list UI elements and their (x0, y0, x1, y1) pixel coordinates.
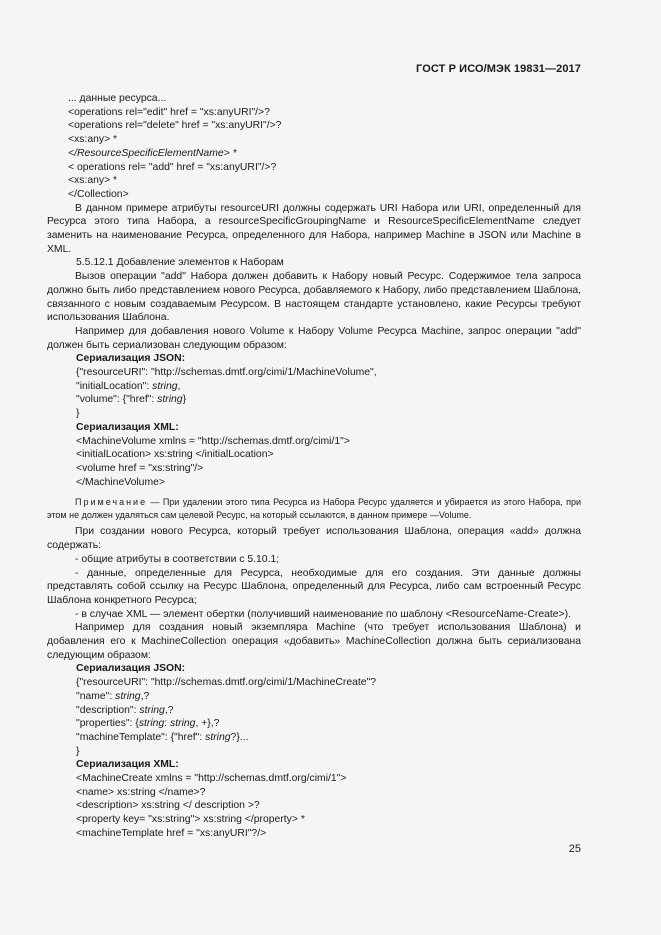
code-line: <initialLocation> xs:string </initialLocation> (76, 449, 274, 461)
code-key: "properties": { (76, 718, 139, 730)
code-line: <volume href = "xs:string"/> (76, 462, 204, 474)
code-type: string (115, 690, 141, 702)
list-item: - данные, определенные для Ресурса, необходимые для его создания. Эти данные должны представлять собой ссылку на Ресурс Шаблона, определенный для Ресурса, либо сам встроенный Ресурс Шаблона конкретного Ресурса; (47, 567, 581, 606)
xml-label: Сериализация XML: (76, 421, 179, 433)
list-item: - в случае XML — элемент обертки (получивший наименование по шаблону <ResourceName-Create>). (75, 608, 571, 620)
code-line: } (76, 745, 80, 757)
section-heading: 5.5.12.1 Добавление элементов к Наборам (76, 257, 284, 269)
code-line: {"resourceURI": "http://schemas.dmtf.org/cimi/1/MachineCreate"? (76, 677, 377, 689)
note (47, 496, 581, 521)
code-line: <property key= "xs:string"> xs:string </property> * (76, 814, 305, 826)
document-header: ГОСТ Р ИСО/МЭК 19831—2017 (416, 63, 581, 75)
code-line: <operations rel="delete" href = "xs:anyURI"/>? (68, 120, 282, 132)
code-line: <operations rel="edit" href = "xs:anyURI"/>? (68, 106, 270, 118)
paragraph: Например для добавления нового Volume к Набору Volume Ресурса Machine, запрос операции "add" должен быть сериализован следующим образом: (47, 325, 581, 351)
code-type: string (170, 718, 196, 730)
code-line: {"resourceURI": "http://schemas.dmtf.org/cimi/1/MachineVolume", (76, 367, 377, 379)
code-line: <name> xs:string </name>? (76, 786, 206, 798)
list-item: - общие атрибуты в соответствии с 5.10.1; (75, 553, 280, 565)
code-line: <xs:any> * (68, 134, 118, 146)
paragraph: Например для создания новый экземпляра Machine (что требует использования Шаблона) и добавления его к MachineCollection операция «добавить» MachineCollection должна быть сериализована следующим образом: (47, 622, 581, 661)
code-type: string (205, 731, 231, 743)
code-key: "initialLocation": (76, 380, 153, 392)
note-label: Примечание (75, 497, 148, 508)
code-line: < operations rel= "add" href = "xs:anyURI"/>? (68, 161, 277, 173)
page-content (47, 92, 581, 841)
code-key: "machineTemplate": {"href": (76, 731, 206, 743)
json-label: Сериализация JSON: (76, 353, 186, 365)
json-label: Сериализация JSON: (76, 663, 186, 675)
code-line (47, 147, 581, 161)
paragraph: При создании нового Ресурса, который требует использования Шаблона, операция «add» должна содержать: (47, 526, 581, 552)
code-line: "description": string,? (76, 704, 174, 716)
code-line: <MachineCreate xmlns = "http://schemas.dmtf.org/cimi/1"> (76, 773, 347, 785)
code-line: "machineTemplate": {"href": string?}... (76, 731, 249, 743)
code-line: "initialLocation": string, (76, 380, 181, 392)
code-key: "volume": {"href": (76, 394, 158, 406)
code-key: "description": (76, 704, 140, 716)
code-line: </Collection> (68, 188, 129, 200)
code-line: "name": string,? (76, 690, 150, 702)
code-type: string (138, 718, 165, 730)
code-type: string (139, 704, 165, 716)
page-number: 25 (568, 843, 581, 855)
code-line: <xs:any> * (68, 175, 118, 187)
code-line: "volume": {"href": string} (76, 394, 187, 406)
code-type: string (152, 380, 178, 392)
code-line: <description> xs:string </ description >? (76, 800, 260, 812)
paragraph: Вызов операции "add" Набора должен добавить к Набору новый Ресурс. Содержимое тела запроса должно быть либо представлением нового Ресурса, добавляемого к Набору, либо представлением Шаблона, связанного с новым создаваемым Ресурсом. В настоящем стандарте установлено, какие Ресурсы требуют использования Шаблона. (47, 271, 581, 324)
paragraph: В данном примере атрибуты resourceURI должны содержать URI Набора или URI, определенный для Ресурса этого типа Набора, a resourceSpecificGroupingName и ResourceSpecificElementName следует заменить на наименование Ресурса, определенного для Набора, например Machine в JSON или Machine в XML. (47, 202, 581, 255)
code-line: </MachineVolume> (76, 476, 165, 488)
code-line: ... данные ресурса... (68, 93, 167, 104)
code-line-italic: </ResourceSpecificElementName> * (68, 147, 237, 159)
code-line: <machineTemplate href = "xs:anyURI"?/> (76, 827, 267, 839)
code-key: "name": (76, 690, 116, 702)
note-text: — При удалении этого типа Ресурса из Набора Ресурс удаляется и убирается из этого Набора, при этом не должен удаляться сам целевой Ресурс, на который ссылаются, в данном примере —Volume. (47, 497, 581, 520)
code-line: "properties": {string: string, +},? (76, 718, 220, 730)
xml-label: Сериализация XML: (76, 759, 179, 771)
code-line: <MachineVolume xmlns = "http://schemas.dmtf.org/cimi/1"> (76, 435, 350, 447)
code-line: } (76, 408, 80, 420)
code-type: string (157, 394, 183, 406)
